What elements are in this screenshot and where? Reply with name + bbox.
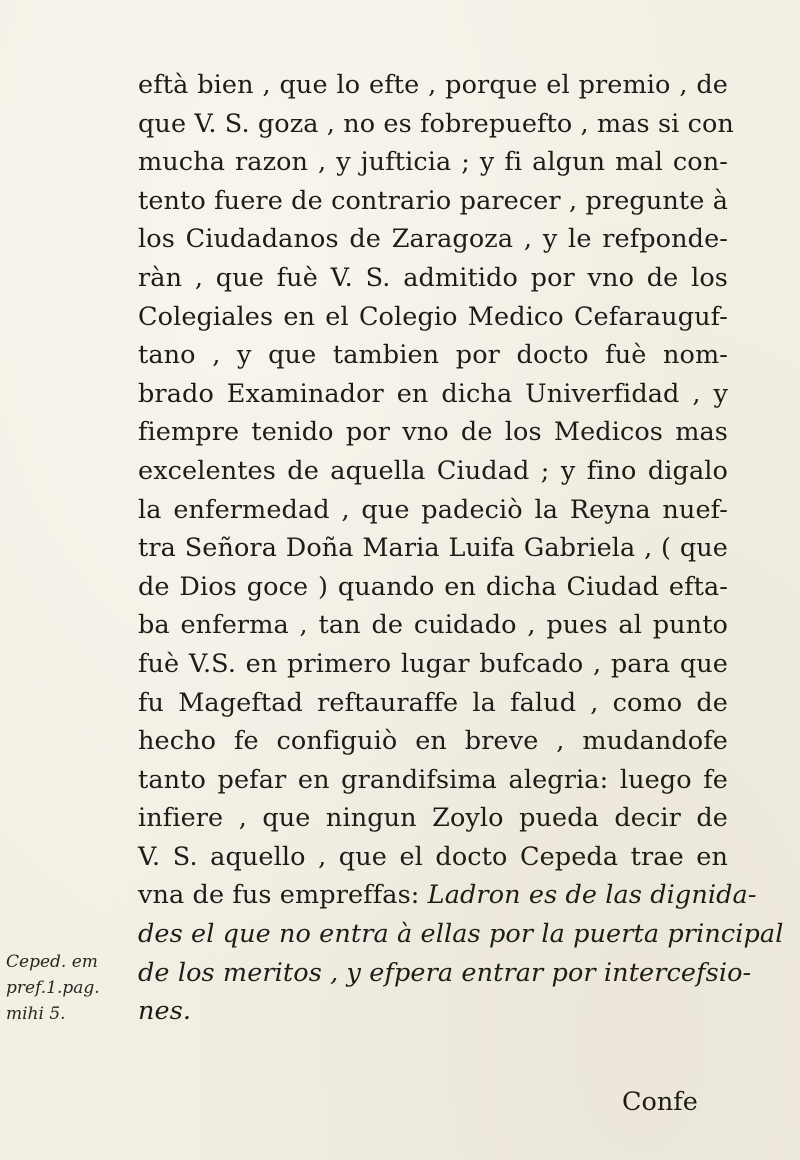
text-line-3: mucha razon , y jufticia ; y fi algun mal con-	[138, 147, 728, 178]
quote-line-3: de los meritos , y efpera entrar por intercefsio-	[138, 957, 752, 988]
text-line-11: excelentes de aquella Ciudad ; y fino digalo	[138, 455, 728, 486]
body-text	[138, 66, 784, 1031]
text-line-7: Colegiales en el Colegio Medico Cefarauguf-	[138, 301, 728, 332]
margin-citation-line-2: pref.1.pag.	[6, 978, 100, 998]
margin-citation	[6, 949, 131, 1027]
text-line-12: la enfermedad , que padeciò la Reyna nuef-	[138, 494, 728, 525]
text-line-6: ràn , que fuè V. S. admitido por vno de los	[138, 262, 728, 293]
text-line-18: hecho fe configuiò en breve , mudandofe	[138, 726, 728, 757]
quote-line-1: Ladron es de las dignida-	[427, 880, 757, 911]
text-line-9: brado Examinador en dicha Univerfidad , y	[138, 378, 728, 409]
text-line-20: infiere , que ningun Zoylo pueda decir de	[138, 803, 728, 834]
text-line-5: los Ciudadanos de Zaragoza , y le refponde-	[138, 224, 728, 255]
text-line-14: de Dios goce ) quando en dicha Ciudad efta-	[138, 571, 728, 602]
text-line-8: tano , y que tambien por docto fuè nom-	[138, 340, 728, 371]
catchword: Confe	[622, 1087, 698, 1117]
quote-intro: vna de fus empreffas:	[138, 880, 420, 911]
quote-line-2: des el que no entra à ellas por la puerta principal	[138, 919, 784, 950]
text-line-10: fiempre tenido por vno de los Medicos mas	[138, 417, 728, 448]
margin-citation-line-1: Ceped. em	[6, 952, 98, 972]
text-line-17: fu Mageftad reftauraffe la falud , como de	[138, 687, 728, 718]
text-line-1: eftà bien , que lo efte , porque el premio , de	[138, 70, 728, 100]
margin-citation-line-3: mihi 5.	[6, 1004, 66, 1024]
text-line-21: V. S. aquello , que el docto Cepeda trae en	[138, 841, 728, 872]
text-line-4: tento fuere de contrario parecer , pregunte à	[138, 185, 728, 216]
text-line-19: tanto pefar en grandifsima alegria: luego fe	[138, 764, 728, 795]
text-line-13: tra Señora Doña Maria Luifa Gabriela , ( que	[138, 533, 728, 564]
text-line-15: ba enferma , tan de cuidado , pues al punto	[138, 610, 728, 641]
quote-line-4: nes.	[138, 996, 192, 1027]
text-line-2: que V. S. goza , no es fobrepuefto , mas si con	[138, 108, 734, 139]
text-line-16: fuè V.S. en primero lugar bufcado , para que	[138, 648, 728, 679]
text-line-22	[138, 876, 757, 915]
